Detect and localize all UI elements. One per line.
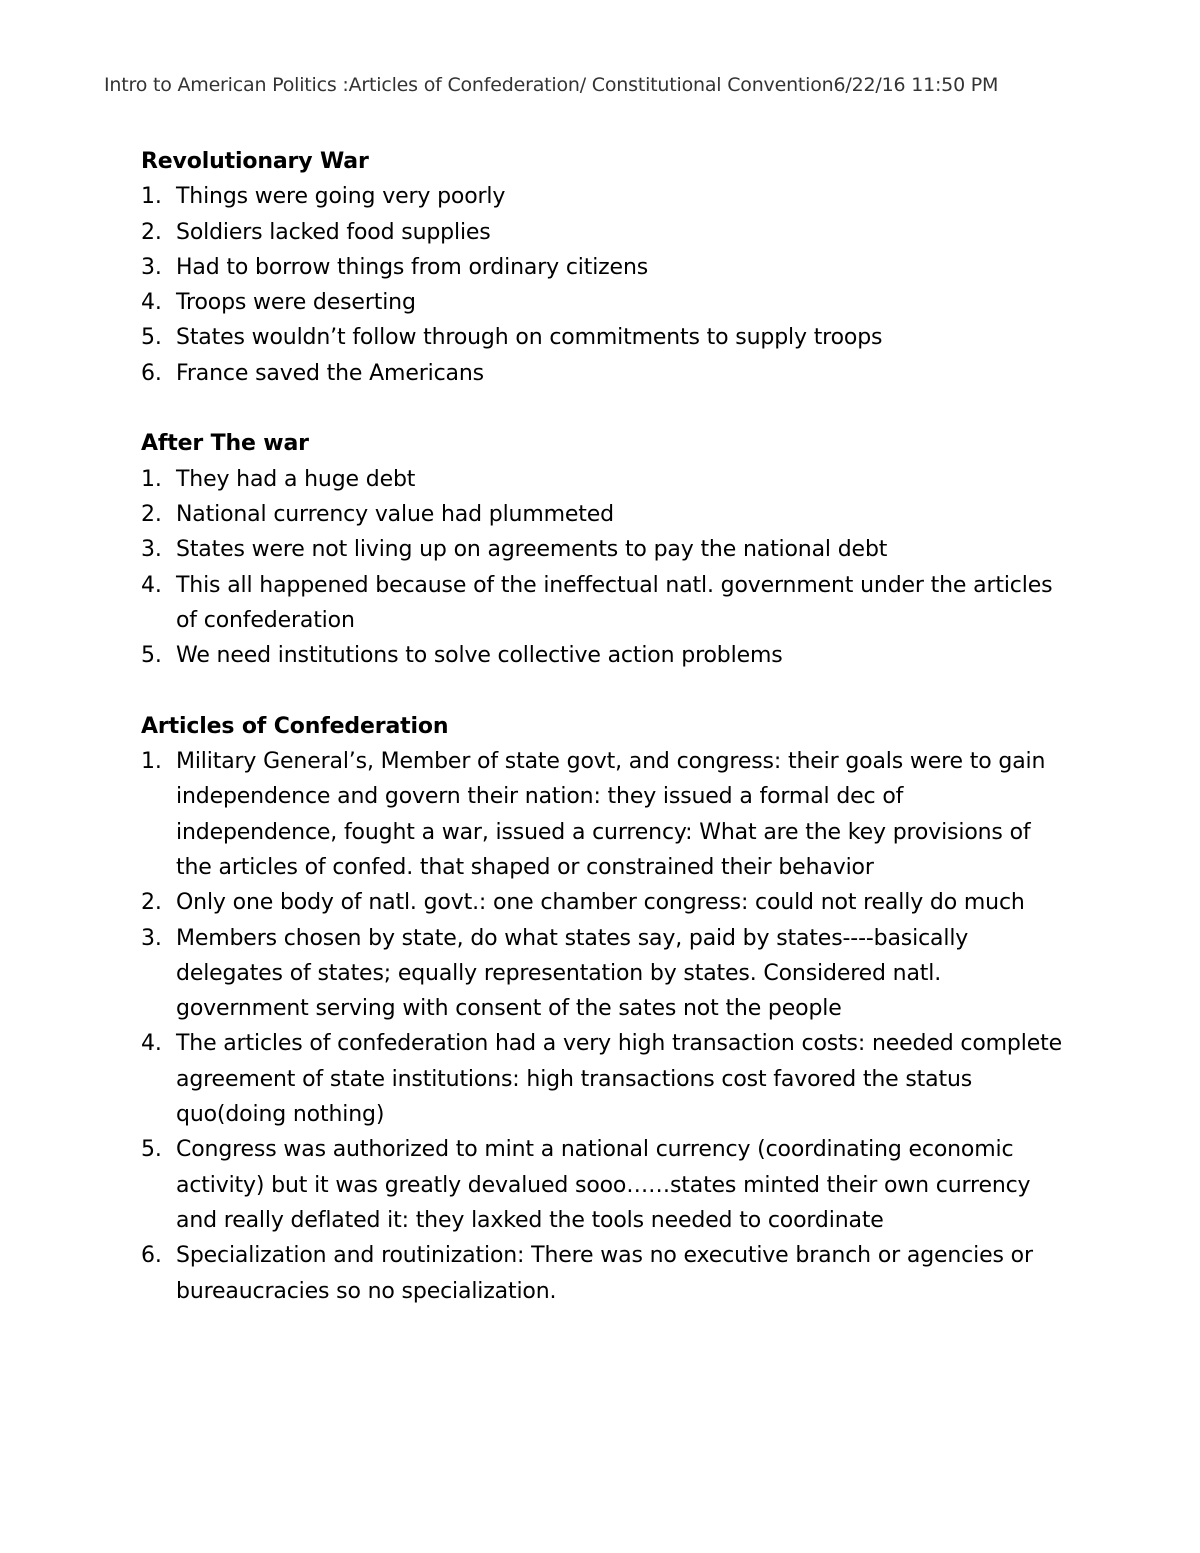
item-text: The articles of confederation had a very high transaction costs: needed complete agreement of state institutions: high transactions cost favored the status quo(doing nothing) — [176, 1031, 1062, 1128]
list-item — [141, 532, 1071, 567]
section-revolutionary-war — [141, 144, 1071, 391]
item-number: 3. — [141, 254, 162, 280]
item-text: States wouldn’t follow through on commitments to supply troops — [176, 325, 883, 351]
section-list — [141, 462, 1071, 674]
list-item — [141, 638, 1071, 673]
section-list — [141, 179, 1071, 391]
item-text: Had to borrow things from ordinary citizens — [176, 254, 649, 280]
header-timestamp: 6/22/16 11:50 PM — [833, 74, 999, 96]
item-number: 4. — [141, 1031, 162, 1057]
item-text: Troops were deserting — [176, 290, 416, 316]
item-text: National currency value had plummeted — [176, 501, 614, 527]
item-number: 5. — [141, 643, 162, 669]
item-number: 3. — [141, 537, 162, 563]
list-item — [141, 462, 1071, 497]
section-title: Revolutionary War — [141, 149, 369, 174]
list-item — [141, 921, 1071, 1027]
section-after-the-war — [141, 426, 1071, 673]
list-item — [141, 179, 1071, 214]
item-text: Soldiers lacked food supplies — [176, 219, 491, 245]
item-number: 3. — [141, 925, 162, 951]
list-item — [141, 1238, 1071, 1309]
item-text: Congress was authorized to mint a national currency (coordinating economic activity) but it was greatly devalued sooo……states minted their own currency and really deflated it: they laxked the tools needed to coordinate — [176, 1137, 1031, 1233]
list-item — [141, 744, 1071, 885]
item-number: 1. — [141, 184, 162, 210]
header-title: Intro to American Politics :Articles of Confederation/ Constitutional Convention — [104, 74, 834, 96]
list-item — [141, 356, 1071, 391]
item-text: Specialization and routinization: There was no executive branch or agencies or bureaucracies so no specialization. — [176, 1243, 1033, 1304]
item-text: States were not living up on agreements to pay the national debt — [176, 537, 888, 563]
item-number: 5. — [141, 325, 162, 351]
item-text: Only one body of natl. govt.: one chamber congress: could not really do much — [176, 890, 1025, 916]
item-number: 6. — [141, 1243, 162, 1269]
list-item — [141, 1026, 1071, 1132]
list-item — [141, 320, 1071, 355]
page-header — [104, 74, 1184, 96]
item-text: We need institutions to solve collective action problems — [176, 643, 783, 669]
item-text: Things were going very poorly — [176, 184, 506, 210]
list-item — [141, 885, 1071, 920]
item-text: France saved the Americans — [176, 360, 484, 386]
section-list — [141, 744, 1071, 1309]
list-item — [141, 215, 1071, 250]
notes-body — [141, 144, 1071, 1344]
item-number: 5. — [141, 1137, 162, 1163]
list-item — [141, 285, 1071, 320]
item-number: 2. — [141, 501, 162, 527]
item-text: This all happened because of the ineffectual natl. government under the articles of confederation — [176, 572, 1053, 633]
item-text: Military General’s, Member of state govt, and congress: their goals were to gain independence and govern their nation: they issued a formal dec of independence, fought a war, issued a currency: What are the key provisions of the articles of confed. that shaped or constrained their behavior — [176, 749, 1046, 880]
item-number: 4. — [141, 290, 162, 316]
item-number: 2. — [141, 219, 162, 245]
item-text: Members chosen by state, do what states say, paid by states----basically delegates of states; equally representation by states. Considered natl. government serving with consent of the sates not the people — [176, 925, 969, 1022]
item-number: 1. — [141, 466, 162, 492]
section-articles-of-confederation — [141, 709, 1071, 1309]
item-number: 6. — [141, 360, 162, 386]
section-title: After The war — [141, 431, 309, 457]
item-number: 2. — [141, 890, 162, 916]
item-number: 1. — [141, 749, 162, 775]
list-item — [141, 1132, 1071, 1238]
item-text: They had a huge debt — [176, 466, 416, 492]
section-title: Articles of Confederation — [141, 713, 449, 739]
list-item — [141, 568, 1071, 639]
item-number: 4. — [141, 572, 162, 598]
list-item — [141, 250, 1071, 285]
list-item — [141, 497, 1071, 532]
